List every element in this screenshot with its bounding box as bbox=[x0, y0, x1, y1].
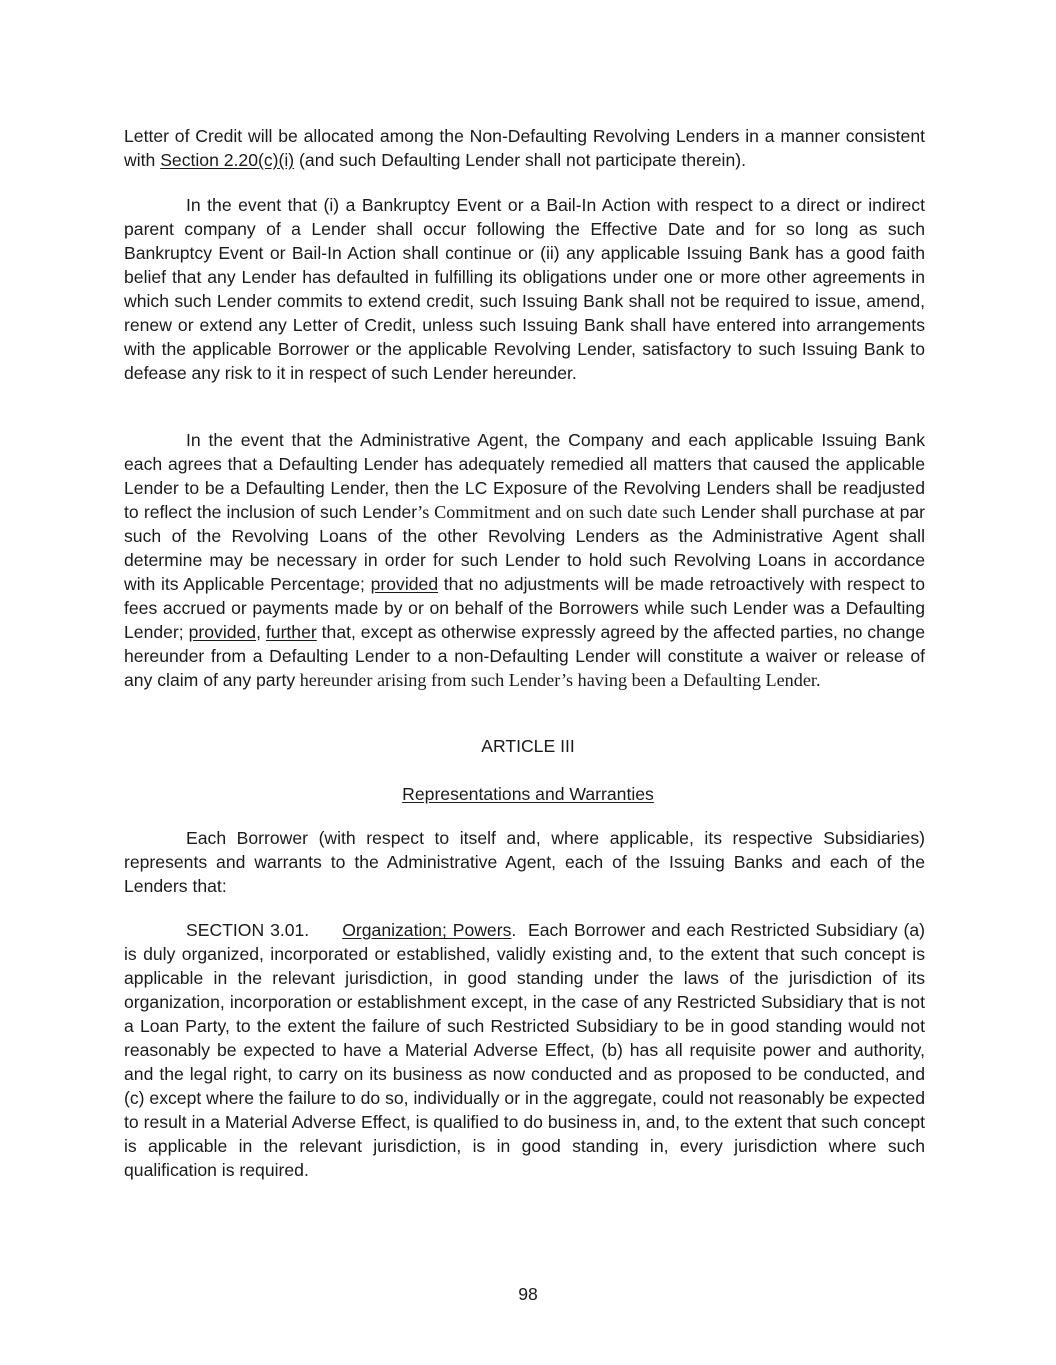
paragraph-text: In the event that the Administrative Agent, the Company and each applicable Issuing Bank each agrees that a Defaulting Lender has adequately remedied all matters that caused the applicable Lender to be a Defaulting Lender, then the LC Exposure of the Revolving Lenders shall be readjusted to reflect the inclusion of such Lender bbox=[124, 430, 925, 522]
section-3-01 bbox=[124, 918, 925, 1182]
article-heading: ARTICLE III bbox=[481, 736, 575, 756]
section-reference-link: Section 2.20(c)(i) bbox=[160, 150, 295, 170]
paragraph-text-serif: ’s Commitment and on such date such bbox=[417, 502, 696, 522]
page-number: 98 bbox=[518, 1284, 538, 1304]
article-subheading bbox=[0, 782, 1056, 806]
paragraph-text: , bbox=[256, 622, 266, 642]
paragraph-text: Letter of Credit will be allocated among the Non-Defaulting Revolving Lenders in a manner consistent with bbox=[124, 126, 925, 170]
article-subheading-text: Representations and Warranties bbox=[402, 784, 654, 804]
paragraph-text: In the event that (i) a Bankruptcy Event or a Bail-In Action with respect to a direct or indirect parent company of a Lender shall occur following the Effective Date and for so long as such Bankruptcy Event or Bail-In Action shall continue or (ii) any applicable Issuing Bank has a good faith belief that any Lender has defaulted in fulfilling its obligations under one or more other agreements in which such Lender commits to extend credit, such Issuing Bank shall not be required to issue, amend, renew or extend any Letter of Credit, unless such Issuing Bank shall have entered into arrangements with the applicable Borrower or the applicable Revolving Lender, satisfactory to such Issuing Bank to defease any risk to it in respect of such Lender hereunder. bbox=[124, 195, 925, 383]
paragraph-letter-of-credit-allocation bbox=[124, 124, 925, 172]
provided-term: provided bbox=[188, 622, 257, 642]
paragraph-text: that no adjustments will be made retroactively with respect to fees accrued or payments made by or on behalf of the Borrowers while such Lender was a Defaulting Lender; bbox=[124, 574, 925, 642]
section-number: SECTION 3.01. bbox=[186, 920, 310, 940]
section-text: Each Borrower and each Restricted Subsidiary (a) is duly organized, incorporated or established, validly existing and, to the extent that such concept is applicable in the relevant jurisdiction, in good standing under the laws of the jurisdiction of its organization, incorporation or establishment except, in the case of any Restricted Subsidiary that is not a Loan Party, to the extent the failure of such Restricted Subsidiary to be in good standing would not reasonably be expected to have a Material Adverse Effect, (b) has all requisite power and authority, and the legal right, to carry on its business as now conducted and as proposed to be conducted, and (c) except where the failure to do so, individually or in the aggregate, could not reasonably be expected to result in a Material Adverse Effect, is qualified to do business in, and, to the extent that such concept is applicable in the relevant jurisdiction, is in good standing in, every jurisdiction where such qualification is required. bbox=[124, 920, 926, 1180]
section-title: Organization; Powers bbox=[342, 920, 512, 940]
paragraph-representations-intro bbox=[124, 826, 925, 898]
paragraph-bankruptcy-event bbox=[124, 193, 925, 385]
provided-term: provided bbox=[370, 574, 439, 594]
paragraph-text: that, except as otherwise expressly agreed by the affected parties, no change hereunder from a Defaulting Lender to a non-Defaulting Lender will constitute a waiver or release of any claim of any party bbox=[124, 622, 925, 690]
further-term: further bbox=[265, 622, 317, 642]
paragraph-defaulting-lender-remedy bbox=[124, 428, 925, 692]
paragraph-text: (and such Defaulting Lender shall not participate therein). bbox=[294, 150, 747, 170]
paragraph-text-serif: hereunder arising from such Lender’s having been a Defaulting Lender. bbox=[295, 670, 821, 690]
section-title-period: . bbox=[511, 920, 517, 940]
paragraph-text: Lender shall purchase at par such of the Revolving Loans of the other Revolving Lenders as the Administrative Agent shall determine may be necessary in order for such Lender to hold such Revolving Loans in accordance with its Applicable Percentage; bbox=[124, 502, 925, 594]
paragraph-text: Each Borrower (with respect to itself and, where applicable, its respective Subsidiaries) represents and warrants to the Administrative Agent, each of the Issuing Banks and each of the Lenders that: bbox=[124, 828, 925, 896]
